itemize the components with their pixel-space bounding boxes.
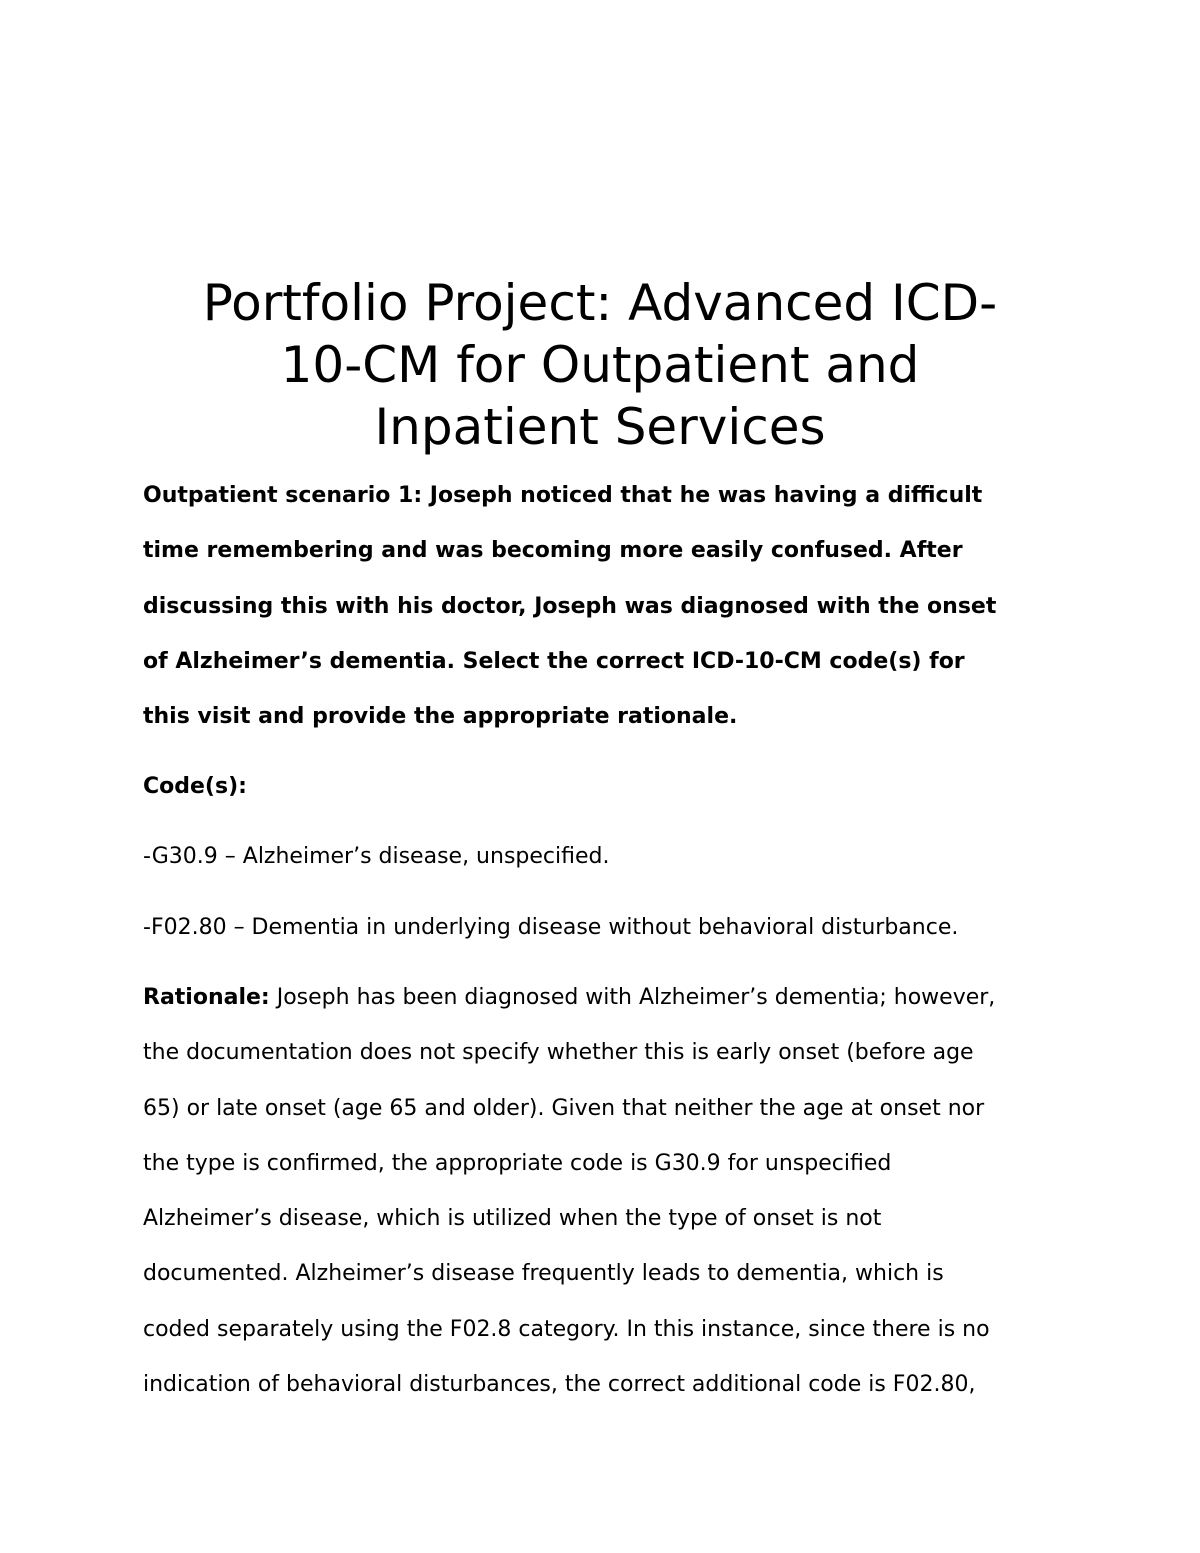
rationale-label: Rationale:	[143, 985, 270, 1010]
codes-label: Code(s):	[143, 774, 247, 799]
text-line: indication of behavioral disturbances, the correct additional code is F02.80,	[143, 1372, 976, 1398]
document-title	[0, 272, 1200, 458]
text-line: coded separately using the F02.8 category. In this instance, since there is no	[143, 1316, 990, 1342]
code-item: -G30.9 – Alzheimer’s disease, unspecified.	[143, 844, 610, 869]
text-line: discussing this with his doctor, Joseph was diagnosed with the onset	[143, 593, 997, 619]
title-line: 10-CM for Outpatient and	[280, 336, 920, 394]
title-line: Portfolio Project: Advanced ICD-	[202, 274, 998, 332]
text-line: of Alzheimer’s dementia. Select the correct ICD-10-CM code(s) for	[143, 648, 965, 674]
text-line: Alzheimer’s disease, which is utilized when the type of onset is not	[143, 1206, 882, 1232]
text-line: the documentation does not specify whether this is early onset (before age	[143, 1040, 974, 1066]
code-item: -F02.80 – Dementia in underlying disease without behavioral disturbance.	[143, 915, 959, 940]
rationale	[143, 970, 1083, 1412]
text-line: the type is confirmed, the appropriate code is G30.9 for unspecified	[143, 1150, 892, 1176]
text-line: 65) or late onset (age 65 and older). Given that neither the age at onset nor	[143, 1095, 985, 1121]
scenario-question	[143, 468, 1073, 744]
text-line: time remembering and was becoming more easily confused. After	[143, 538, 963, 564]
title-line: Inpatient Services	[374, 398, 826, 456]
text-span: Joseph has been diagnosed with Alzheimer’s dementia; however,	[269, 985, 996, 1010]
text-line: Outpatient scenario 1: Joseph noticed that he was having a difficult	[143, 483, 983, 508]
text-line: documented. Alzheimer’s disease frequently leads to dementia, which is	[143, 1261, 944, 1287]
text-line	[143, 970, 1083, 1025]
text-line: this visit and provide the appropriate rationale.	[143, 704, 738, 730]
